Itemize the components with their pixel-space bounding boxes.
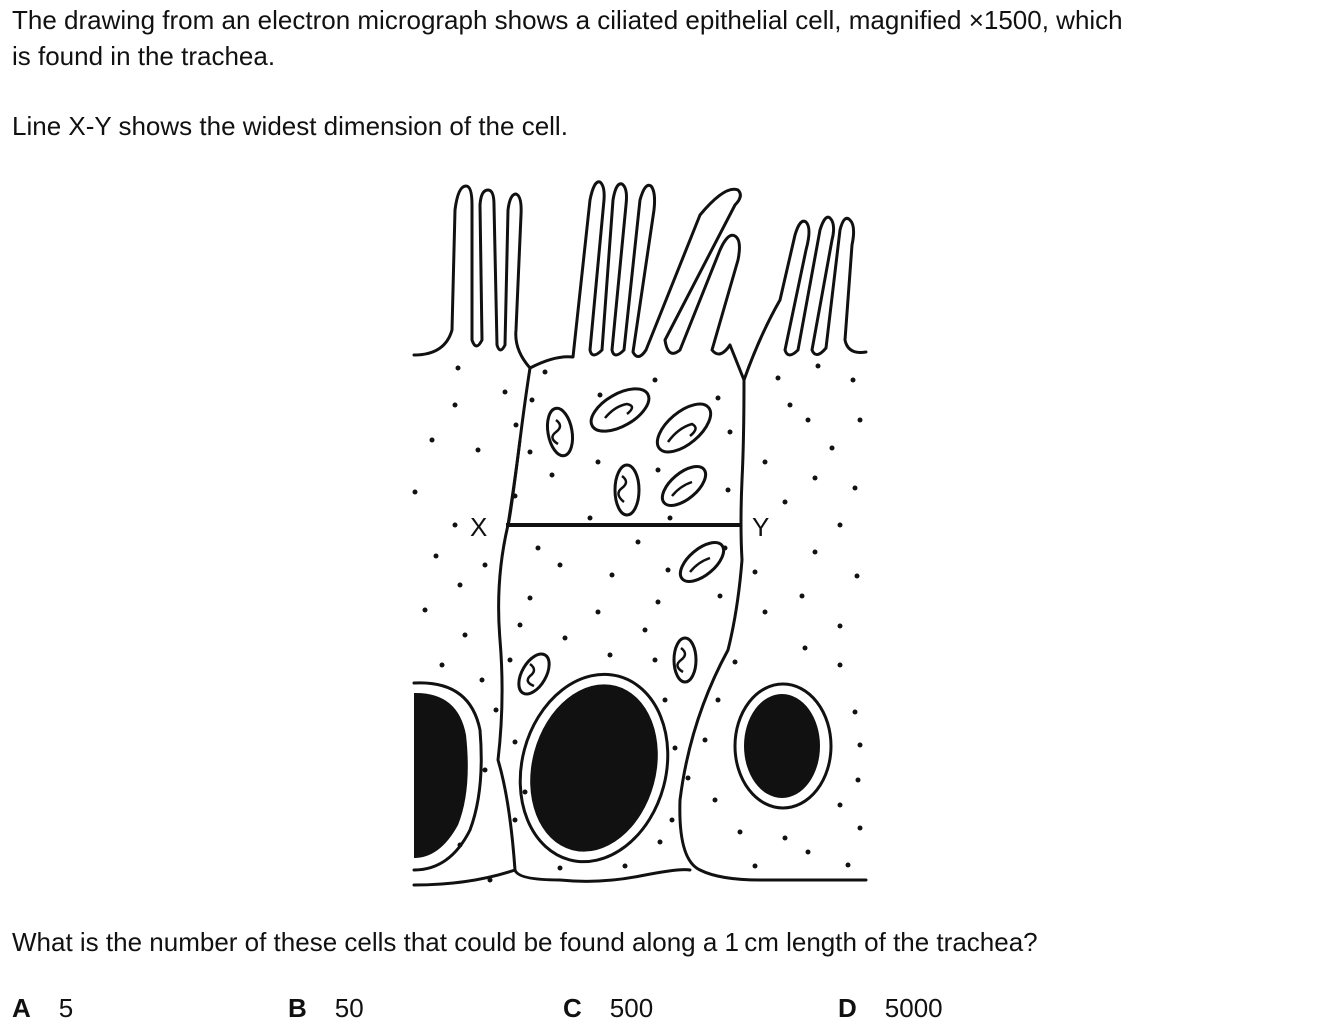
base-left — [414, 870, 515, 885]
intro-line-1: The drawing from an electron micrograph shows a ciliated epithelial cell, magnified ×1500, which — [12, 5, 1123, 35]
right-nucleus — [744, 694, 820, 798]
option-b[interactable] — [288, 990, 364, 1026]
intro-line-2: is found in the trachea. — [12, 41, 276, 71]
option-c[interactable] — [563, 990, 653, 1026]
option-a-letter: A — [12, 993, 31, 1023]
option-a-value: 5 — [58, 993, 74, 1023]
left-cell-apical-membrane — [414, 186, 530, 368]
mitochondrion — [544, 406, 576, 457]
option-b-value: 50 — [334, 993, 364, 1023]
option-a[interactable] — [12, 990, 73, 1026]
mitochondrion — [513, 649, 556, 699]
center-cell-apical-membrane — [530, 182, 744, 380]
label-x: X — [470, 512, 488, 542]
option-c-letter: C — [563, 993, 582, 1023]
right-cell-apical-membrane — [744, 217, 866, 380]
option-d-value: 5000 — [884, 993, 943, 1023]
mitochondrion — [584, 380, 655, 440]
left-cell-right-wall — [508, 440, 520, 525]
option-d-letter: D — [838, 993, 857, 1023]
option-b-letter: B — [288, 993, 307, 1023]
question-prompt: What is the number of these cells that could be found along a 1 cm length of the trachea? — [12, 927, 1038, 957]
mitochondrion — [674, 638, 696, 682]
line-xy-note: Line X-Y shows the widest dimension of the cell. — [12, 111, 568, 141]
left-nucleus — [414, 693, 468, 858]
option-c-value: 500 — [609, 993, 654, 1023]
option-d[interactable] — [838, 990, 943, 1026]
label-y: Y — [752, 512, 770, 542]
